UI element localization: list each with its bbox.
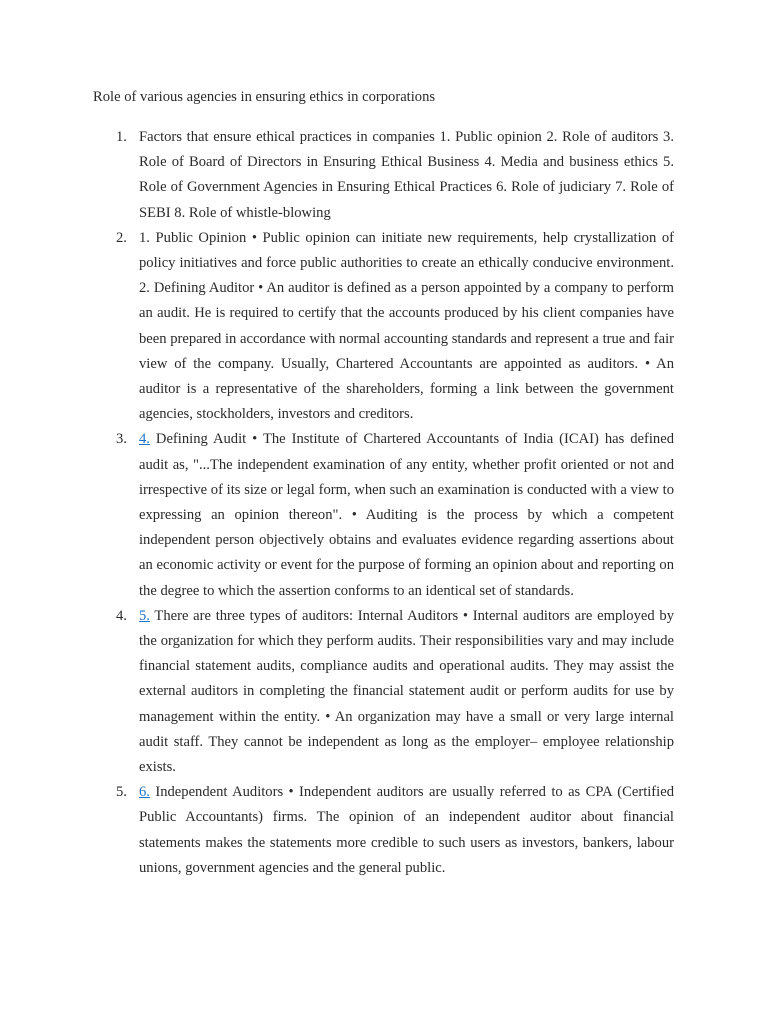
document-title: Role of various agencies in ensuring ethics in corporations	[93, 89, 436, 105]
page-reference-link[interactable]: 4.	[139, 431, 150, 448]
list-item	[116, 780, 674, 881]
list-item	[116, 427, 674, 603]
numbered-list	[116, 125, 674, 881]
list-item-text: There are three types of auditors: Internal Auditors • Internal auditors are employed by the organization for which they perform audits. Their responsibilities vary and may include financial statement audits, compliance audits and operational audits. They may assist the external auditors in completing the financial statement audit or perform audits for use by management within the entity. • An organization may have a small or very large internal audit staff. They cannot be independent as long as the employer– employee relationship exists.	[139, 607, 674, 776]
list-item-number: 5.	[116, 784, 127, 801]
list-item-text: Factors that ensure ethical practices in companies 1. Public opinion 2. Role of auditors 3. Role of Board of Directors in Ensuring Ethical Business 4. Media and business ethics 5. Role of Government Agencies in Ensuring Ethical Practices 6. Role of judiciary 7. Role of SEBI 8. Role of whistle-blowing	[139, 129, 674, 221]
list-item-text: Independent Auditors • Independent auditors are usually referred to as CPA (Certified Public Accountants) firms. The opinion of an independent auditor about financial statements makes the statements more credible to such users as investors, bankers, labour unions, government agencies and the general public.	[139, 784, 674, 876]
list-item-text: 1. Public Opinion • Public opinion can initiate new requirements, help crystallization of policy initiatives and force public authorities to create an ethically conducive environment. 2. Defining Auditor • An auditor is defined as a person appointed by a company to perform an audit. He is required to certify that the accounts produced by his client companies have been prepared in accordance with normal accounting standards and represent a true and fair view of the company. Usually, Chartered Accountants are appointed as auditors. • An auditor is a representative of the shareholders, forming a link between the government agencies, stockholders, investors and creditors.	[139, 229, 674, 423]
list-item-number: 1.	[116, 129, 127, 145]
page-reference-link[interactable]: 5.	[139, 607, 150, 624]
list-item-number: 2.	[116, 229, 127, 246]
list-item-number: 3.	[116, 431, 127, 448]
list-item-number: 4.	[116, 607, 127, 624]
list-item	[116, 226, 674, 428]
list-item	[116, 604, 674, 780]
page-reference-link[interactable]: 6.	[139, 784, 150, 801]
list-item	[116, 125, 674, 226]
list-item-text: Defining Audit • The Institute of Chartered Accountants of India (ICAI) has defined audit as, "...The independent examination of any entity, whether profit oriented or not and irrespective of its size or legal form, when such an examination is conducted with a view to expressing an opinion thereon". • Auditing is the process by which a competent independent person objectively obtains and evaluates evidence regarding assertions about an economic activity or event for the purpose of forming an opinion about and reporting on the degree to which the assertion conforms to an identical set of standards.	[139, 431, 674, 599]
